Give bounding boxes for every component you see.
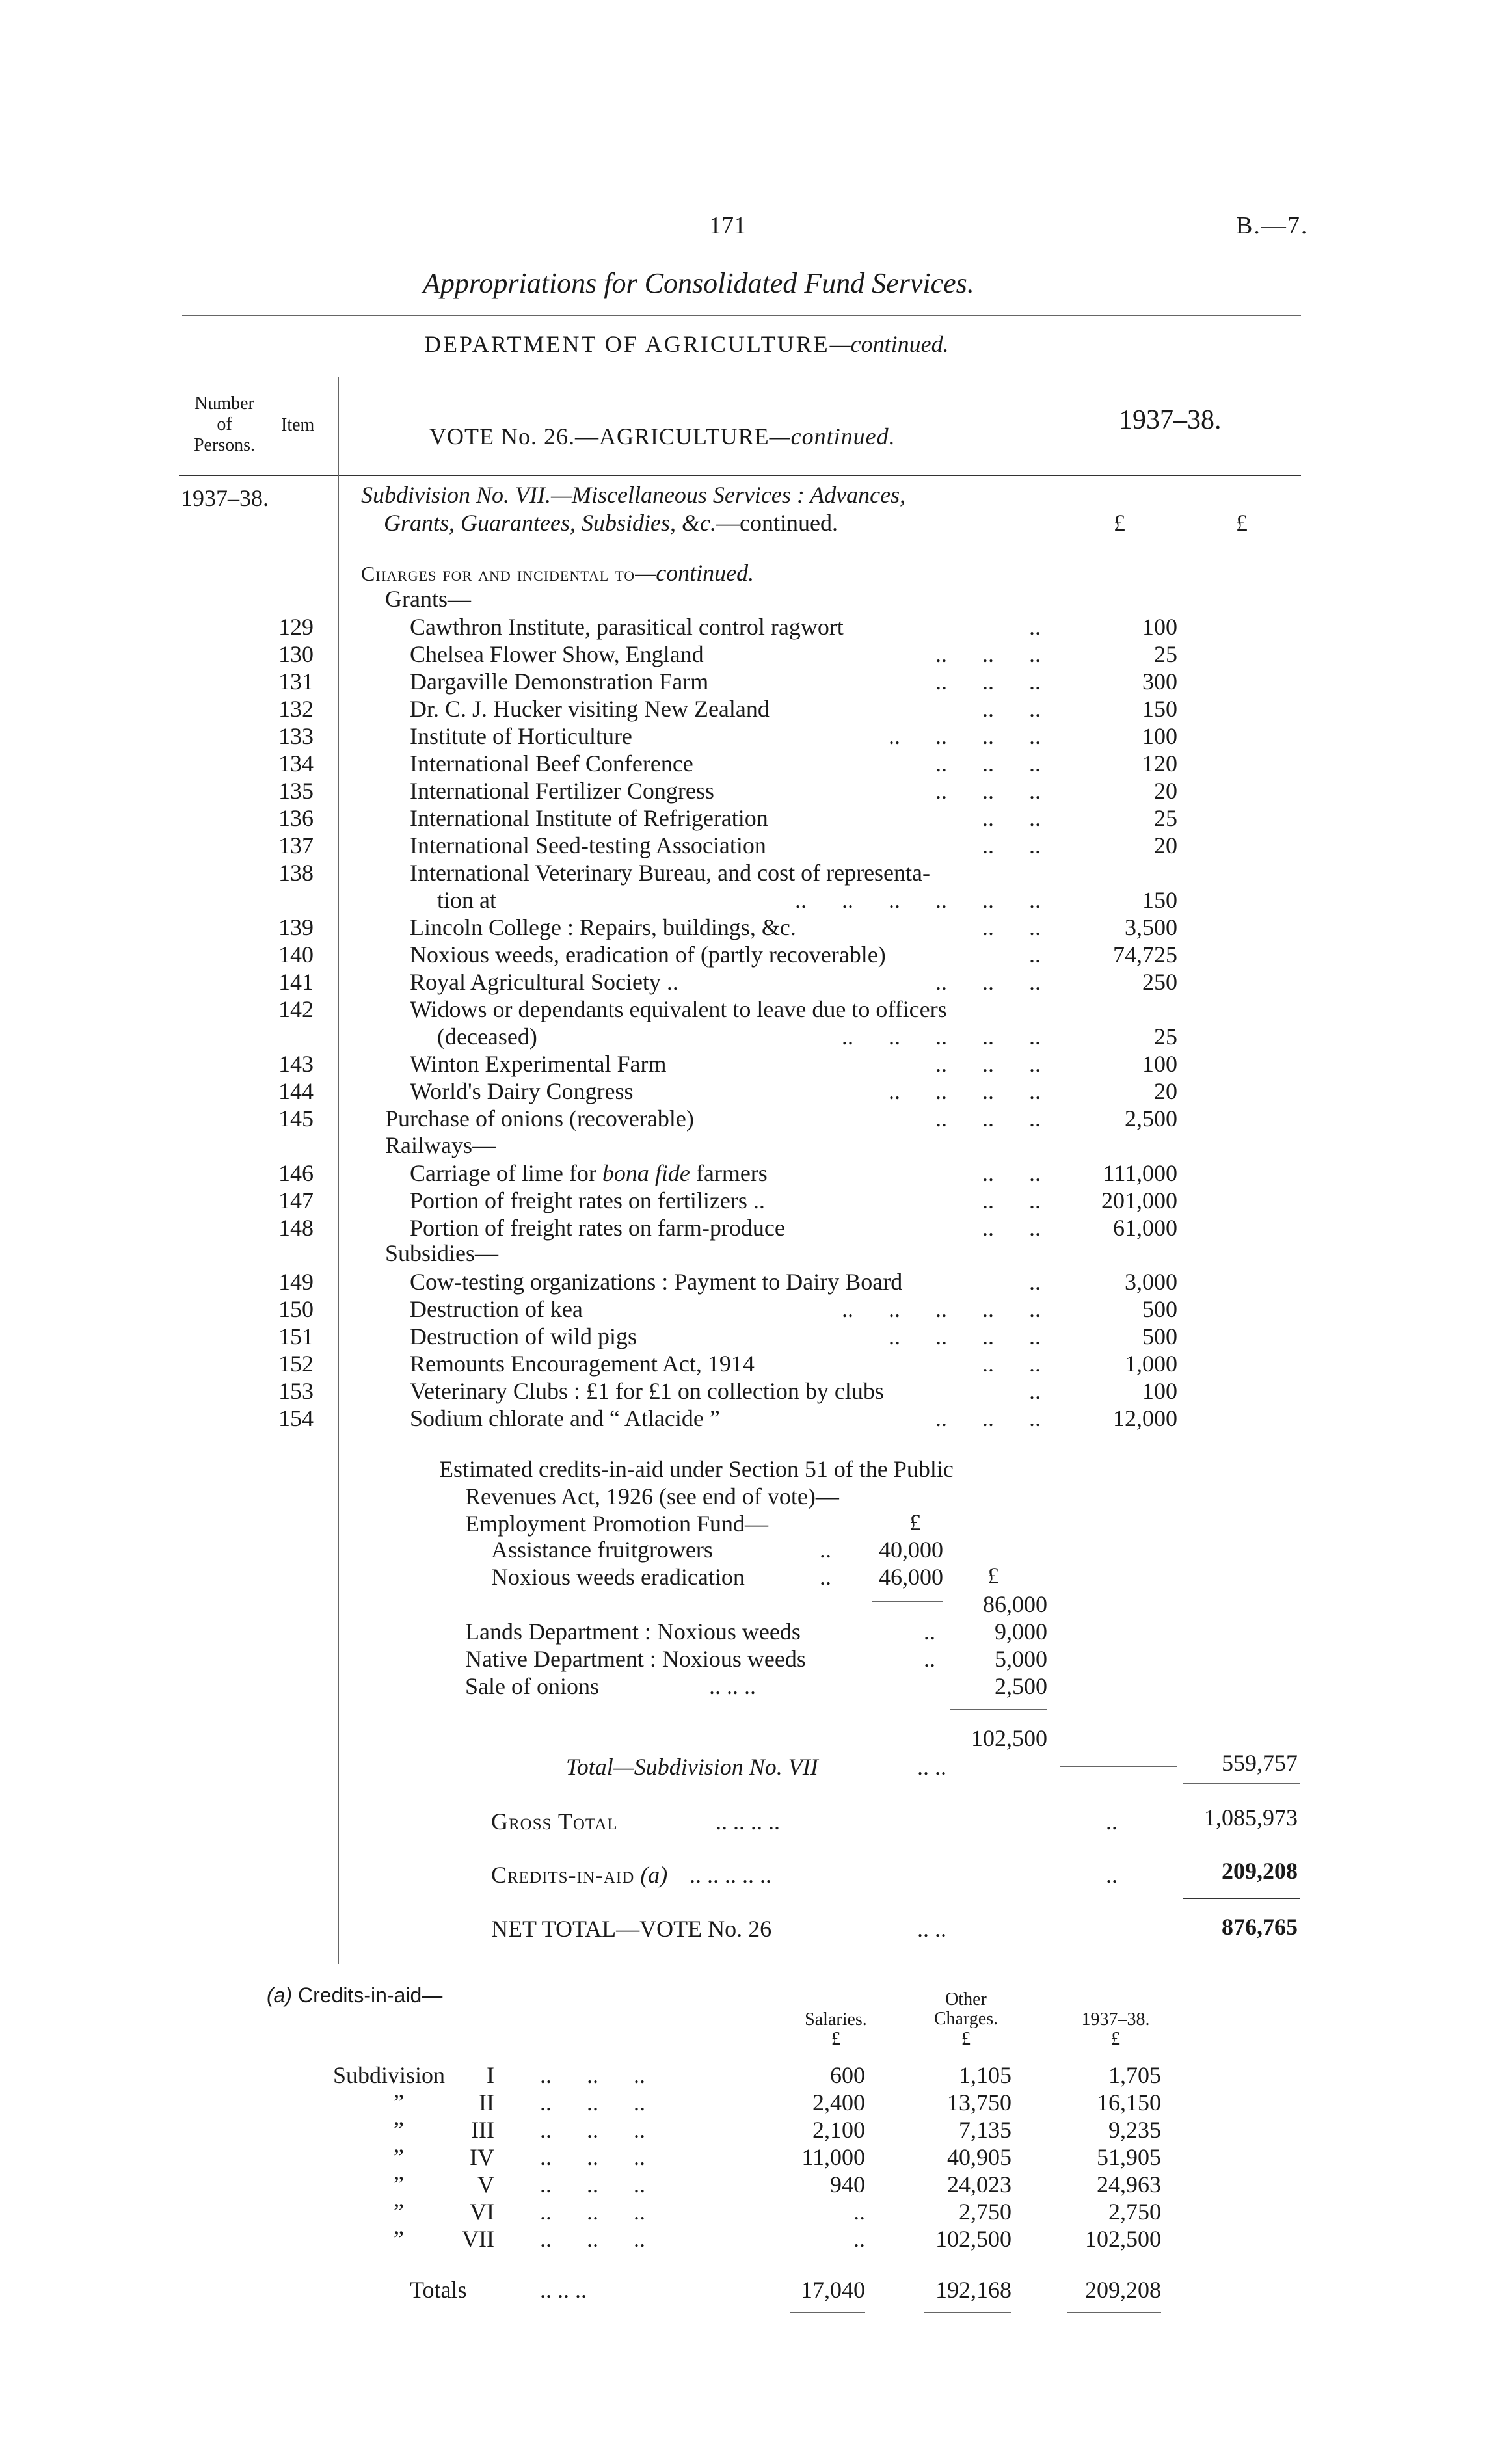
footnote-row-dots: .. .. .. <box>540 2144 645 2170</box>
footnote-row-total: 2,750 <box>1108 2199 1161 2225</box>
footnote-row-ditto: ” <box>394 2171 404 2197</box>
item-amount: 12,000 <box>1113 1405 1177 1431</box>
item-description: Purchase of onions (recoverable) <box>385 1106 694 1132</box>
footnote-totals-other: 192,168 <box>935 2277 1011 2303</box>
footnote-row-other-charges: 1,105 <box>959 2062 1011 2088</box>
item-description: Cawthron Institute, parasitical control ragwort <box>410 614 844 640</box>
footnote-row-ditto: ” <box>394 2226 404 2252</box>
leader-dots: .. .. .. .. .. <box>842 1024 1041 1050</box>
native-department-label: Native Department : Noxious weeds <box>465 1646 806 1672</box>
item-description: (deceased) <box>437 1024 537 1050</box>
page-number: 171 <box>709 212 746 239</box>
leader-dots: .. .. .. <box>935 669 1041 695</box>
item-description: International Seed-testing Association <box>410 832 766 858</box>
footnote-row-numeral: V <box>477 2171 494 2197</box>
native-department-dots: .. <box>924 1646 935 1672</box>
employment-fund-total: 86,000 <box>983 1591 1047 1617</box>
footnote-row-numeral: III <box>471 2117 494 2143</box>
column-header-item: Item <box>281 415 315 435</box>
footnote-row-total: 102,500 <box>1085 2226 1161 2252</box>
item-amount: 300 <box>1142 669 1177 695</box>
footnote-totals-other-rule2 <box>924 2312 1011 2313</box>
footnote-totals-salaries-rule2 <box>790 2312 865 2313</box>
footnote-row-label: Subdivision <box>333 2062 446 2088</box>
leader-dots: .. .. <box>982 914 1041 940</box>
item-description: Veterinary Clubs : £1 for £1 on collection by clubs <box>410 1378 884 1404</box>
column-header-persons: Number of Persons. <box>193 393 256 455</box>
item-description: Dr. C. J. Hucker visiting New Zealand <box>410 696 770 722</box>
sale-of-onions-label: Sale of onions <box>465 1673 599 1699</box>
leader-dots: .. <box>1029 1269 1041 1295</box>
item-number: 149 <box>278 1269 314 1295</box>
employment-subtotal-rule <box>872 1601 943 1602</box>
credits-pound-sign-a: £ <box>909 1509 921 1535</box>
item-description: Portion of freight rates on farm-produce <box>410 1215 785 1241</box>
item-description: Carriage of lime for bona fide farmers <box>410 1160 768 1186</box>
item-number: 153 <box>278 1378 314 1404</box>
footnote-row-dots: .. .. .. <box>540 2089 645 2115</box>
fruitgrowers-value: 40,000 <box>879 1537 943 1563</box>
footnote-row-numeral: I <box>487 2062 494 2088</box>
item-description: Destruction of wild pigs <box>410 1323 637 1349</box>
item-amount: 3,000 <box>1125 1269 1177 1295</box>
leader-dots: .. <box>1029 1378 1041 1404</box>
item-amount: 500 <box>1142 1323 1177 1349</box>
footnote-row-ditto: ” <box>394 2144 404 2170</box>
net-total-value: 876,765 <box>1222 1914 1298 1940</box>
header-rule <box>179 475 1301 476</box>
footnote-row-salaries: 11,000 <box>801 2144 865 2170</box>
item-number: 134 <box>278 750 314 776</box>
item-amount: 20 <box>1154 778 1177 804</box>
subdivision-total-rule <box>1183 1783 1300 1784</box>
credits-intro-line1: Estimated credits-in-aid under Section 51 of the Public <box>439 1456 954 1482</box>
fruitgrowers-dots: .. <box>820 1537 831 1563</box>
leader-dots: .. .. <box>982 1215 1041 1241</box>
footnote-title: (a) Credits-in-aid— <box>267 1983 443 2007</box>
item-number: 133 <box>278 723 314 749</box>
noxious-eradication-dots: .. <box>820 1564 831 1590</box>
item-number: 143 <box>278 1051 314 1077</box>
footnote-year-header: 1937–38. <box>1081 2009 1150 2030</box>
item-description: Widows or dependants equivalent to leave due to officers <box>410 996 947 1022</box>
item-number: 152 <box>278 1351 314 1377</box>
leader-dots: .. .. .. <box>935 1106 1041 1132</box>
lands-department-dots: .. <box>924 1619 935 1645</box>
item-description: International Fertilizer Congress <box>410 778 714 804</box>
leader-dots: .. .. <box>982 696 1041 722</box>
page-title: Appropriations for Consolidated Fund Services. <box>423 267 974 299</box>
leader-dots: .. <box>1029 942 1041 968</box>
item-amount: 100 <box>1142 1378 1177 1404</box>
footnote-totals-total-rule2 <box>1067 2312 1161 2313</box>
document-reference: B.—7. <box>1236 212 1309 239</box>
item-amount: 100 <box>1142 614 1177 640</box>
year-label: 1937–38. <box>181 485 269 511</box>
employment-fund-label: Employment Promotion Fund— <box>465 1511 769 1537</box>
footnote-row-other-charges: 13,750 <box>947 2089 1011 2115</box>
item-number: 132 <box>278 696 314 722</box>
item-amount: 25 <box>1154 1024 1177 1050</box>
leader-dots: .. .. <box>982 1160 1041 1186</box>
item-amount: 500 <box>1142 1296 1177 1322</box>
footnote-row-total: 51,905 <box>1097 2144 1161 2170</box>
native-department-value: 5,000 <box>995 1646 1047 1672</box>
footnote-totals-total: 209,208 <box>1085 2277 1161 2303</box>
footnote-row-other-charges: 24,023 <box>947 2171 1011 2197</box>
footnote-other-charges-header: Other Charges. <box>933 1989 998 2029</box>
footnote-row-numeral: IV <box>470 2144 494 2170</box>
item-amount: 100 <box>1142 723 1177 749</box>
group-label-subsidies: Subsidies— <box>385 1240 499 1266</box>
footnote-row-salaries: 2,400 <box>812 2089 865 2115</box>
footnote-row-other-charges: 40,905 <box>947 2144 1011 2170</box>
footnote-totals-salaries: 17,040 <box>801 2277 865 2303</box>
item-description: Chelsea Flower Show, England <box>410 641 704 667</box>
item-amount: 1,000 <box>1125 1351 1177 1377</box>
footnote-row-dots: .. .. .. <box>540 2062 645 2088</box>
title-rule <box>182 315 1301 316</box>
item-description: Remounts Encouragement Act, 1914 <box>410 1351 755 1377</box>
footnote-row-salaries: 940 <box>830 2171 865 2197</box>
item-description: Destruction of kea <box>410 1296 583 1322</box>
sale-of-onions-value: 2,500 <box>995 1673 1047 1699</box>
footnote-salaries-pound: £ <box>831 2029 840 2049</box>
leader-dots: .. .. .. <box>935 969 1041 995</box>
subdivision-heading-line1: Subdivision No. VII.—Miscellaneous Services : Advances, <box>361 482 906 508</box>
footnote-row-other-charges: 7,135 <box>959 2117 1011 2143</box>
item-number: 150 <box>278 1296 314 1322</box>
footnote-row-salaries: 600 <box>830 2062 865 2088</box>
item-number: 140 <box>278 942 314 968</box>
gross-total-amount-dots: .. <box>1106 1808 1118 1835</box>
footnote-row-ditto: ” <box>394 2117 404 2143</box>
footnote-row-total: 9,235 <box>1108 2117 1161 2143</box>
item-amount: 3,500 <box>1125 914 1177 940</box>
leader-dots: .. .. <box>982 1351 1041 1377</box>
item-description: World's Dairy Congress <box>410 1078 634 1104</box>
item-number: 130 <box>278 641 314 667</box>
footnote-row-dots: .. .. .. <box>540 2199 645 2225</box>
footnote-totals-dots: .. .. .. <box>540 2277 587 2303</box>
leader-dots: .. .. .. <box>935 641 1041 667</box>
leader-dots: .. .. .. .. <box>889 723 1041 749</box>
item-number: 139 <box>278 914 314 940</box>
credits-in-aid-label: Credits-in-aid (a) <box>491 1862 668 1888</box>
pound-sign-total-column: £ <box>1236 510 1248 536</box>
column-rule-item <box>338 377 339 1964</box>
subdivision-heading-line2: Grants, Guarantees, Subsidies, &c.—continued. <box>384 510 838 536</box>
item-number: 148 <box>278 1215 314 1241</box>
item-number: 151 <box>278 1323 314 1349</box>
footnote-row-numeral: VII <box>462 2226 494 2252</box>
item-number: 146 <box>278 1160 314 1186</box>
footnote-year-pound: £ <box>1111 2029 1120 2049</box>
item-amount: 25 <box>1154 641 1177 667</box>
footnote-row-salaries: .. <box>853 2199 865 2225</box>
item-amount: 111,000 <box>1103 1160 1177 1186</box>
item-amount: 74,725 <box>1113 942 1177 968</box>
item-description: Dargaville Demonstration Farm <box>410 669 709 695</box>
sale-of-onions-dots: .. .. .. <box>709 1673 756 1699</box>
item-number: 137 <box>278 832 314 858</box>
vote-heading: VOTE No. 26.—AGRICULTURE—continued. <box>429 423 896 449</box>
credits-sum: 102,500 <box>971 1725 1047 1751</box>
item-number: 136 <box>278 805 314 831</box>
credits-in-aid-amount-dots: .. <box>1106 1862 1118 1888</box>
item-number: 135 <box>278 778 314 804</box>
item-amount: 20 <box>1154 1078 1177 1104</box>
net-total-dots: .. .. <box>917 1916 946 1942</box>
leader-dots: .. .. .. .. .. .. <box>795 887 1041 913</box>
subdivision-total-value: 559,757 <box>1222 1750 1298 1776</box>
leader-dots: .. .. <box>982 832 1041 858</box>
lands-department-label: Lands Department : Noxious weeds <box>465 1619 801 1645</box>
item-number: 147 <box>278 1187 314 1213</box>
leader-dots: .. .. .. .. .. <box>842 1296 1041 1322</box>
footnote-row-other-charges: 2,750 <box>959 2199 1011 2225</box>
item-description: Institute of Horticulture <box>410 723 632 749</box>
lands-department-value: 9,000 <box>995 1619 1047 1645</box>
footnote-row-ditto: ” <box>394 2199 404 2225</box>
item-number: 141 <box>278 969 314 995</box>
item-amount: 150 <box>1142 887 1177 913</box>
item-number: 144 <box>278 1078 314 1104</box>
footnote-totals-label: Totals <box>410 2277 467 2303</box>
footnote-other-pound: £ <box>961 2029 971 2049</box>
footnote-row-dots: .. .. .. <box>540 2171 645 2197</box>
credits-intro-line2: Revenues Act, 1926 (see end of vote)— <box>465 1483 839 1509</box>
item-number: 145 <box>278 1106 314 1132</box>
item-description: Lincoln College : Repairs, buildings, &c. <box>410 914 796 940</box>
group-label-grants: Grants— <box>385 586 471 612</box>
footnote-row-numeral: VI <box>470 2199 494 2225</box>
item-amount: 20 <box>1154 832 1177 858</box>
footnote-row-total: 16,150 <box>1097 2089 1161 2115</box>
item-description: International Veterinary Bureau, and cost of representa- <box>410 860 930 886</box>
leader-dots: .. .. .. <box>935 1405 1041 1431</box>
credits-in-aid-rule <box>1183 1898 1300 1899</box>
item-description: tion at <box>437 887 496 913</box>
leader-dots: .. .. .. <box>935 750 1041 776</box>
credits-sum-rule <box>950 1709 1047 1710</box>
item-description: International Institute of Refrigeration <box>410 805 768 831</box>
item-amount: 25 <box>1154 805 1177 831</box>
footnote-row-other-charges: 102,500 <box>935 2226 1011 2252</box>
item-number: 129 <box>278 614 314 640</box>
footnote-row-dots: .. .. .. <box>540 2226 645 2252</box>
footnote-row-ditto: ” <box>394 2089 404 2115</box>
leader-dots: .. .. <box>982 1187 1041 1213</box>
leader-dots: .. <box>1029 614 1041 640</box>
footnote-row-total: 1,705 <box>1108 2062 1161 2088</box>
charges-heading: Charges for and incidental to—continued. <box>361 560 755 586</box>
footnote-salaries-header: Salaries. <box>805 2009 867 2030</box>
fruitgrowers-label: Assistance fruitgrowers <box>491 1537 713 1563</box>
leader-dots: .. .. .. .. <box>889 1078 1041 1104</box>
item-number: 131 <box>278 669 314 695</box>
item-amount: 120 <box>1142 750 1177 776</box>
item-amount: 2,500 <box>1125 1106 1177 1132</box>
subdivision-total-dots: .. .. <box>917 1754 946 1780</box>
item-description: Cow-testing organizations : Payment to Dairy Board <box>410 1269 903 1295</box>
pound-sign-amount-column: £ <box>1114 510 1125 536</box>
subdivision-total-label: Total—Subdivision No. VII <box>566 1754 818 1780</box>
footnote-row-dots: .. .. .. <box>540 2117 645 2143</box>
item-description: Portion of freight rates on fertilizers .. <box>410 1187 765 1213</box>
net-total-label: NET TOTAL—VOTE No. 26 <box>491 1916 772 1942</box>
leader-dots: .. .. .. <box>935 1051 1041 1077</box>
footnote-row-total: 24,963 <box>1097 2171 1161 2197</box>
item-amount: 100 <box>1142 1051 1177 1077</box>
item-description: Noxious weeds, eradication of (partly recoverable) <box>410 942 886 968</box>
footnote-row-numeral: II <box>479 2089 494 2115</box>
gross-total-label: Gross Total <box>491 1808 618 1835</box>
footnote-row-salaries: 2,100 <box>812 2117 865 2143</box>
leader-dots: .. .. <box>982 805 1041 831</box>
item-description: International Beef Conference <box>410 750 693 776</box>
item-amount: 150 <box>1142 696 1177 722</box>
item-description: Winton Experimental Farm <box>410 1051 667 1077</box>
credits-pound-sign-b: £ <box>987 1563 999 1589</box>
group-label-railways: Railways— <box>385 1132 496 1158</box>
year-column-header: 1937–38. <box>1119 405 1222 435</box>
department-heading: DEPARTMENT OF AGRICULTURE—continued. <box>424 331 949 357</box>
credits-in-aid-dots: .. .. .. .. .. <box>690 1862 771 1888</box>
noxious-eradication-label: Noxious weeds eradication <box>491 1564 745 1590</box>
item-amount: 201,000 <box>1101 1187 1177 1213</box>
leader-dots: .. .. .. <box>935 778 1041 804</box>
subdivision-total-amount-rule <box>1060 1766 1177 1767</box>
leader-dots: .. .. .. .. <box>889 1323 1041 1349</box>
footnote-row-salaries: .. <box>853 2226 865 2252</box>
credits-in-aid-value: 209,208 <box>1222 1858 1298 1884</box>
noxious-eradication-value: 46,000 <box>879 1564 943 1590</box>
item-number: 138 <box>278 860 314 886</box>
item-amount: 250 <box>1142 969 1177 995</box>
item-number: 142 <box>278 996 314 1022</box>
gross-total-value: 1,085,973 <box>1204 1805 1298 1831</box>
item-number: 154 <box>278 1405 314 1431</box>
item-description: Royal Agricultural Society .. <box>410 969 678 995</box>
gross-total-dots: .. .. .. .. <box>716 1808 780 1835</box>
item-amount: 61,000 <box>1113 1215 1177 1241</box>
item-description: Sodium chlorate and “ Atlacide ” <box>410 1405 720 1431</box>
